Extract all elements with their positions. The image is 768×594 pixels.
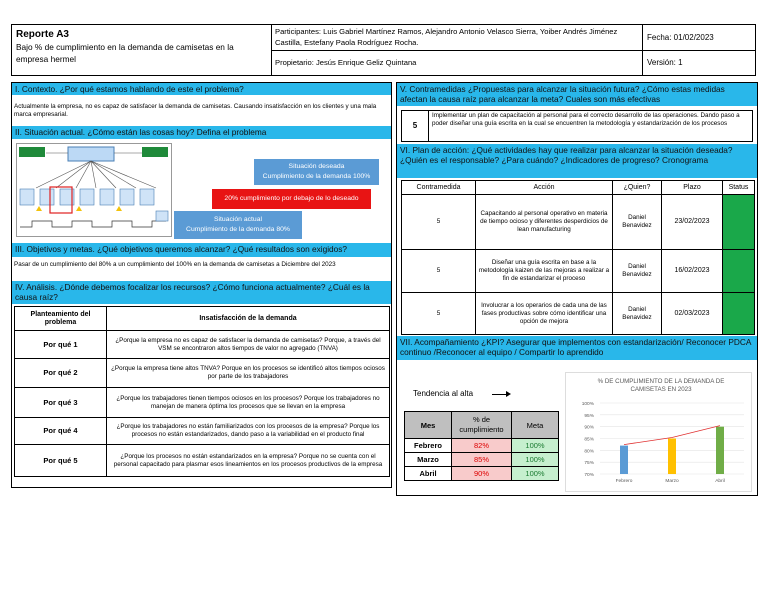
countermeasure-text: Implementar un plan de capacitación al personal para el correcto desarrollo de las operaciones. Dando paso a poder diseñar una guía escrita en la cual se encuentren la metodología y estandarización de los procesos (432, 112, 740, 127)
plan-date: 23/02/2023 (662, 195, 723, 250)
trend-arrow-head (506, 391, 511, 397)
chart-ytick-label: 100% (581, 402, 594, 407)
why-text: ¿Porque la empresa tiene altos TNVA? Porque en los procesos se identificó altos tiempos ociosos por parte de los trabajadores (107, 359, 390, 388)
plan-header: Plazo (662, 181, 723, 195)
owner-text: Propietario: Jesús Enrique Geliz Quintana (275, 58, 417, 67)
plan-row (402, 195, 755, 250)
gap-label: 20% cumplimiento por debajo de lo deseado (224, 195, 359, 202)
why-analysis-table (14, 306, 390, 477)
why-col-header-1: Planteamiento del problema (15, 307, 107, 331)
plan-date: 16/02/2023 (662, 250, 723, 293)
desired-situation-value: Cumplimiento de la demanda 100% (262, 173, 371, 180)
chart-ytick-label: 95% (584, 413, 594, 419)
kpi-pct: 82% (452, 439, 512, 453)
kpi-meta: 100% (512, 453, 559, 467)
chart-bar (668, 439, 676, 475)
vsm-diagram (16, 143, 172, 237)
chart-ytick-label: 70% (584, 473, 594, 478)
kpi-table (404, 411, 559, 481)
chart-ytick-label: 80% (584, 449, 594, 455)
plan-action: Involucrar a los operarios de cada una de las fases productivas sobre cómo identificar una opción de mejora (476, 293, 613, 335)
plan-num: 5 (402, 195, 476, 250)
kpi-header: % de cumplimiento (452, 412, 512, 439)
desired-situation-label: Situación deseada (288, 163, 345, 170)
why-text: ¿Porque los trabajadores no están familiarizados con los procesos de la empresa? Porque los procesos no están estandarizados, dando paso a la variabilidad en el producto final (107, 418, 390, 445)
chart-frame (565, 372, 752, 492)
countermeasure-num: 5 (412, 121, 418, 130)
plan-row (402, 293, 755, 335)
chart-bar (716, 427, 724, 474)
plan-who: Daniel Benavidez (613, 293, 662, 335)
plan-header: ¿Quien? (613, 181, 662, 195)
version-text: Versión: 1 (647, 58, 683, 67)
section-6-title: VI. Plan de acción: ¿Qué actividades hay que realizar para alcanzar la situación deseada? ¿Quién es el responsable? ¿Para cuándo? ¿Indicadores de progreso? Cronograma (397, 144, 757, 178)
kpi-header: Meta (512, 412, 559, 439)
countermeasure-text-box (428, 110, 753, 142)
chart-ytick-label: 75% (584, 461, 594, 467)
why-col-header-2: Insatisfacción de la demanda (107, 307, 390, 331)
why-label: Por qué 4 (15, 418, 107, 445)
why-text: ¿Porque los trabajadores tienen tiempos ociosos en los procesos? Porque los trabajadores no manejan de manera óptima los procesos que se llevan en la empresa (107, 388, 390, 418)
why-label: Por qué 5 (15, 445, 107, 477)
header-title-box (11, 24, 272, 76)
chart-ytick-label: 90% (584, 425, 594, 431)
current-situation-value: Cumplimiento de la demanda 80% (186, 226, 290, 233)
plan-action: Diseñar una guía escrita en base a la metodología kaizen de las mejoras a realizar a fin de estandarizar el proceso (476, 250, 613, 293)
chart-bar (620, 446, 628, 474)
plan-action: Capacitando al personal operativo en materia de tiempo ocioso y diferentes desperdicios de lean manufacturing (476, 195, 613, 250)
kpi-month: Abril (405, 467, 452, 481)
participants-box (271, 24, 643, 51)
section-7-title: VII. Acompañamiento ¿KPI? Asegurar que implementos con estandarización/ Reconocer PDCA continuo /Reconocer al equipo / Compartir lo aprendido (397, 336, 757, 360)
plan-status (723, 250, 755, 293)
plan-num: 5 (402, 250, 476, 293)
kpi-pct: 90% (452, 467, 512, 481)
section-1-body: Actualmente la empresa, no es capaz de satisfacer la demanda de camisetas. Causando insatisfacción en los clientes y una mala marca empresarial. (14, 103, 377, 118)
plan-who: Daniel Benavidez (613, 195, 662, 250)
kpi-month: Marzo (405, 453, 452, 467)
section-1-title: I. Contexto. ¿Por qué estamos hablando de este el problema? (12, 83, 391, 95)
chart-xtick-label: Febrero (615, 479, 633, 484)
action-plan-table (401, 180, 755, 335)
trend-label: Tendencia al alta (413, 389, 474, 398)
plan-status (723, 293, 755, 335)
why-label: Por qué 3 (15, 388, 107, 418)
plan-header: Acción (476, 181, 613, 195)
gap-box (212, 189, 371, 209)
plan-row (402, 250, 755, 293)
chart-ytick-label: 85% (584, 437, 594, 443)
kpi-meta: 100% (512, 439, 559, 453)
why-text: ¿Porque los procesos no están estandarizados en la empresa? Porque no se cuenta con el personal capacitado para plasmar esos lineamientos en los procesos productivos de la empresa (107, 445, 390, 477)
plan-status (723, 195, 755, 250)
chart-title: % DE CUMPLIMIENTO DE LA DEMANDA DE CAMISETAS EN 2023 (597, 378, 725, 393)
section-5-title: V. Contramedidas ¿Propuestas para alcanzar la situación futura? ¿Cómo estas medidas afectan la causa raíz para alcanzar la meta? Cuales son más efectivas (397, 83, 757, 106)
section-4-title: IV. Análisis. ¿Dónde debemos focalizar los recursos? ¿Cómo funciona actualmente? ¿Cuál es la causa raíz? (12, 281, 391, 304)
chart-xtick-label: Abril (715, 479, 725, 484)
kpi-month: Febrero (405, 439, 452, 453)
section-2-title: II. Situación actual. ¿Cómo están las cosas hoy? Defina el problema (12, 126, 391, 139)
compliance-chart (566, 373, 753, 493)
kpi-meta: 100% (512, 467, 559, 481)
plan-date: 02/03/2023 (662, 293, 723, 335)
plan-num: 5 (402, 293, 476, 335)
date-box (642, 24, 756, 51)
report-title: Reporte A3 (16, 29, 69, 40)
chart-xtick-label: Marzo (665, 479, 679, 484)
section-3-title: III. Objetivos y metas. ¿Qué objetivos queremos alcanzar? ¿Qué resultados son exigidos? (12, 243, 391, 257)
plan-header: Status (723, 181, 755, 195)
countermeasure-num-box (401, 110, 429, 142)
participants-text: Participantes: Luis Gabriel Martínez Ramos, Alejandro Antonio Velasco Sierra, Yoiber Andrés Jiménez Castilla, Estefany Paola Rodríguez Rocha. (275, 27, 618, 47)
owner-box (271, 50, 643, 76)
why-text: ¿Porque la empresa no es capaz de satisfacer la demanda de camisetas? Porque, a través del VSM se encontraron altos tiempos de valor no agregado (TNVA) (107, 331, 390, 359)
kpi-header: Mes (405, 412, 452, 439)
report-subtitle: Bajo % de cumplimiento en la demanda de camisetas en la empresa hermel (16, 42, 234, 64)
date-text: Fecha: 01/02/2023 (647, 33, 714, 42)
current-situation-box (174, 211, 302, 239)
why-label: Por qué 2 (15, 359, 107, 388)
plan-who: Daniel Benavidez (613, 250, 662, 293)
section-3-body: Pasar de un cumplimiento del 80% a un cumplimiento del 100% en la demanda de camisetas a Diciembre del 2023 (14, 261, 336, 268)
kpi-pct: 85% (452, 453, 512, 467)
why-label: Por qué 1 (15, 331, 107, 359)
version-box (642, 50, 756, 76)
current-situation-label: Situación actual (214, 216, 262, 223)
plan-header: Contramedida (402, 181, 476, 195)
desired-situation-box (254, 159, 379, 185)
